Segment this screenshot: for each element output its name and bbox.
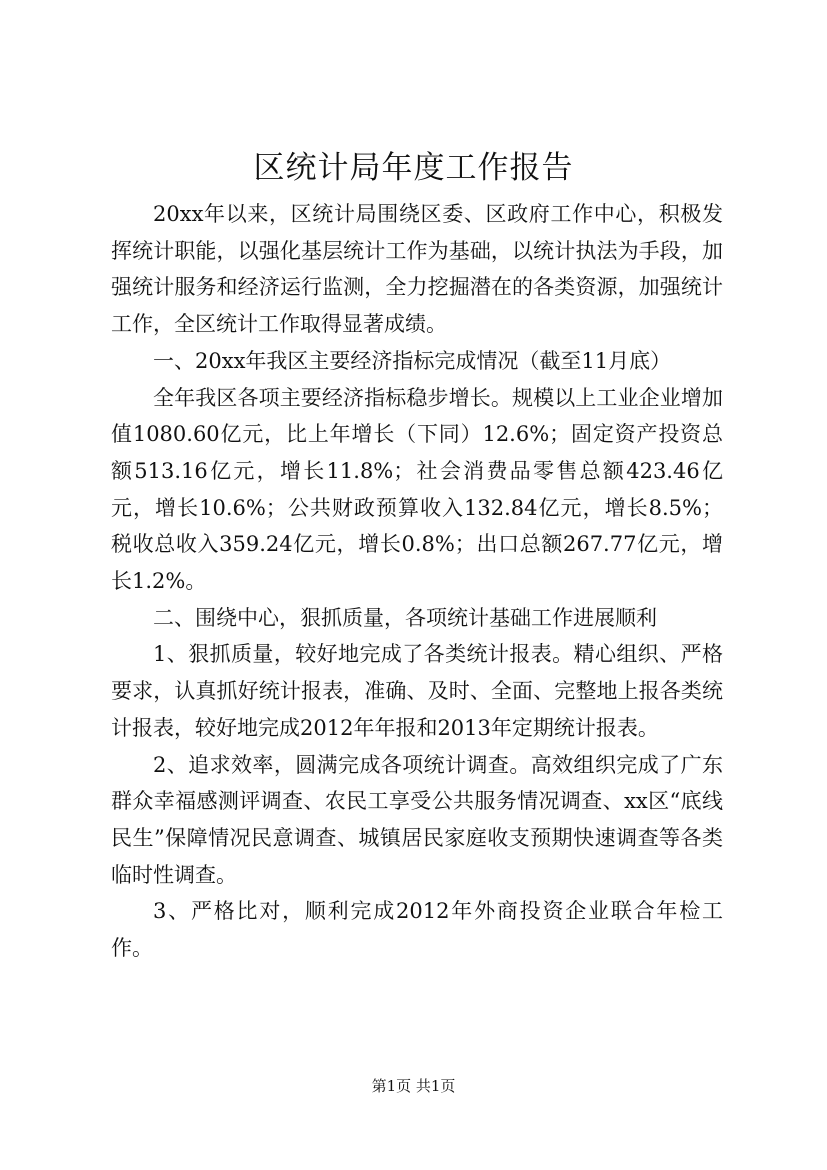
paragraph-item-3: 3、严格比对，顺利完成2012年外商投资企业联合年检工作。	[111, 899, 723, 961]
paragraph-intro: 20xx年以来，区统计局围绕区委、区政府工作中心，积极发挥统计职能，以强化基层统计工作为基础，以统计执法为手段，加强统计服务和经济运行监测，全力挖掘潜在的各类资源，加强统计工作，全区统计工作取得显著成绩。	[111, 202, 723, 337]
document-body	[111, 196, 723, 967]
paragraph-item-1: 1、狠抓质量，较好地完成了各类统计报表。精心组织、严格要求，认真抓好统计报表，准确、及时、全面、完整地上报各类统计报表，较好地完成2012年年报和2013年定期统计报表。	[111, 642, 723, 740]
paragraph-indicators: 全年我区各项主要经济指标稳步增长。规模以上工业企业增加值1080.60亿元，比上年增长（下同）12.6%；固定资产投资总额513.16亿元，增长11.8%；社会消费品零售总额423.46亿元，增长10.6%；公共财政预算收入132.84亿元，增长8.5%；税收总收入359.24亿元，增长0.8%；出口总额267.77亿元，增长1.2%。	[111, 385, 723, 594]
paragraph-item-2: 2、追求效率，圆满完成各项统计调查。高效组织完成了广东群众幸福感测评调查、农民工享受公共服务情况调查、xx区“底线民生”保障情况民意调查、城镇居民家庭收支预期快速调查等各类临时性调查。	[111, 752, 723, 887]
section-heading-2: 二、围绕中心，狠抓质量，各项统计基础工作进展顺利	[153, 605, 657, 630]
document-title: 区统计局年度工作报告	[253, 150, 574, 186]
page-footer: 第1页 共1页	[371, 1077, 456, 1095]
section-heading-1: 一、20xx年我区主要经济指标完成情况（截至11月底）	[153, 348, 672, 373]
